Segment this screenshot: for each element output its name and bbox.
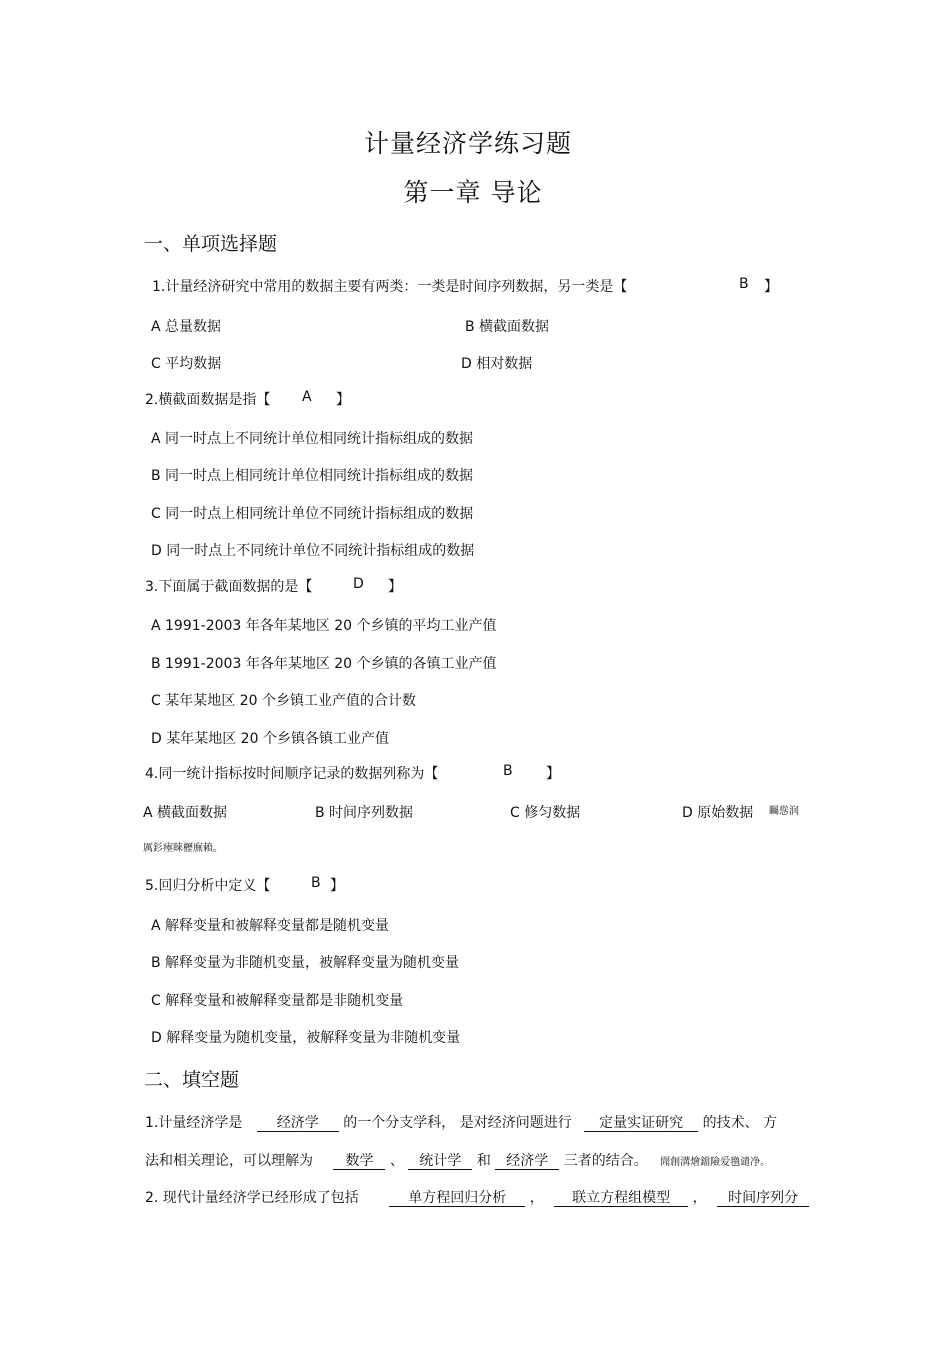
fill-1-blank-2: 定量实证研究 (584, 1115, 698, 1132)
fill-2-line-1 (145, 1187, 809, 1207)
question-4-option-b: B 时间序列数据 (315, 805, 414, 821)
question-4-answer: B (503, 763, 513, 779)
question-2-stem: 2.横截面数据是指【 (145, 392, 271, 408)
fill-2-blank-1: 单方程回归分析 (389, 1190, 525, 1207)
question-1-option-b: B 横截面数据 (465, 319, 550, 335)
question-3-option-c: C 某年某地区 20 个乡镇工业产值的合计数 (151, 693, 416, 709)
fill-2-text-1: 2. 现代计量经济学已经形成了包括 (145, 1190, 359, 1206)
fill-1-separator-2: 和 (476, 1153, 491, 1169)
question-5-option-b: B 解释变量为非随机变量，被解释变量为随机变量 (151, 955, 460, 971)
chapter-title: 第一章 导论 (403, 178, 543, 207)
question-4-option-a: A 横截面数据 (143, 805, 228, 821)
fill-1-text-4: 法和相关理论，可以理解为 (145, 1153, 313, 1169)
question-3-option-a: A 1991-2003 年各年某地区 20 个乡镇的平均工业产值 (151, 618, 497, 634)
question-2-close-bracket: 】 (336, 392, 350, 408)
question-2-option-b: B 同一时点上相同统计单位相同统计指标组成的数据 (151, 468, 474, 484)
question-5-close-bracket: 】 (330, 878, 344, 894)
question-1-option-c: C 平均数据 (151, 356, 222, 372)
fill-1-blank-1: 经济学 (257, 1115, 339, 1132)
question-2-option-d: D 同一时点上不同统计单位不同统计指标组成的数据 (151, 543, 475, 559)
question-2-answer: A (302, 389, 312, 405)
fill-1-text-2: 的一个分支学科， 是对经济问题进行 (343, 1115, 572, 1131)
question-4-close-bracket: 】 (546, 766, 560, 782)
question-3-close-bracket: 】 (388, 579, 402, 595)
noise-text-3: 聞創溝燴鐺險爱氇谴净。 (660, 1157, 771, 1168)
question-3-stem: 3.下面属于截面数据的是【 (145, 579, 313, 595)
question-5-stem: 5.回归分析中定义【 (145, 878, 271, 894)
question-4-stem: 4.同一统计指标按时间顺序记录的数据列称为【 (145, 766, 439, 782)
question-1-option-a: A 总量数据 (151, 319, 222, 335)
section-heading-fill-in: 二、填空题 (144, 1069, 240, 1091)
fill-1-text-3: 的技术、 方 (702, 1115, 778, 1131)
fill-1-text-1: 1.计量经济学是 (145, 1115, 243, 1131)
noise-text-1: 矚慫润 (769, 806, 799, 817)
fill-2-separator-1: ， (529, 1190, 544, 1206)
fill-1-line-2 (145, 1150, 770, 1170)
question-3-option-b: B 1991-2003 年各年某地区 20 个乡镇的各镇工业产值 (151, 656, 497, 672)
question-1-answer: B (739, 276, 749, 292)
question-1-close-bracket: 】 (764, 279, 778, 295)
question-2-option-c: C 同一时点上相同统计单位不同统计指标组成的数据 (151, 506, 474, 522)
question-2-option-a: A 同一时点上不同统计单位相同统计指标组成的数据 (151, 431, 474, 447)
question-1-option-d: D 相对数据 (461, 356, 533, 372)
question-3-option-d: D 某年某地区 20 个乡镇各镇工业产值 (151, 731, 389, 747)
question-5-answer: B (311, 875, 321, 891)
fill-1-blank-4: 统计学 (408, 1153, 472, 1170)
question-3-answer: D (353, 576, 364, 592)
fill-2-blank-2: 联立方程组模型 (554, 1190, 688, 1207)
question-4-option-d: D 原始数据 (682, 805, 754, 821)
question-4-option-c: C 修匀数据 (510, 805, 581, 821)
section-heading-single-choice: 一、单项选择题 (144, 233, 278, 255)
fill-1-line-1 (145, 1112, 777, 1132)
question-5-option-a: A 解释变量和被解释变量都是随机变量 (151, 918, 390, 934)
fill-1-separator-1: 、 (389, 1153, 404, 1169)
fill-2-separator-2: ， (692, 1190, 707, 1206)
question-1-stem: 1.计量经济研究中常用的数据主要有两类：一类是时间序列数据，另一类是【 (152, 279, 628, 295)
fill-1-blank-5: 经济学 (495, 1153, 559, 1170)
fill-1-blank-3: 数学 (333, 1153, 385, 1170)
fill-2-blank-3: 时间序列分 (717, 1190, 809, 1207)
document-title: 计量经济学练习题 (363, 129, 572, 158)
question-5-option-d: D 解释变量为随机变量，被解释变量为非随机变量 (151, 1030, 461, 1046)
question-5-option-c: C 解释变量和被解释变量都是非随机变量 (151, 993, 404, 1009)
fill-1-text-5: 三者的结合。 (563, 1153, 648, 1169)
noise-text-2: 厲釤瘞睞櫪廡賴。 (143, 843, 223, 854)
